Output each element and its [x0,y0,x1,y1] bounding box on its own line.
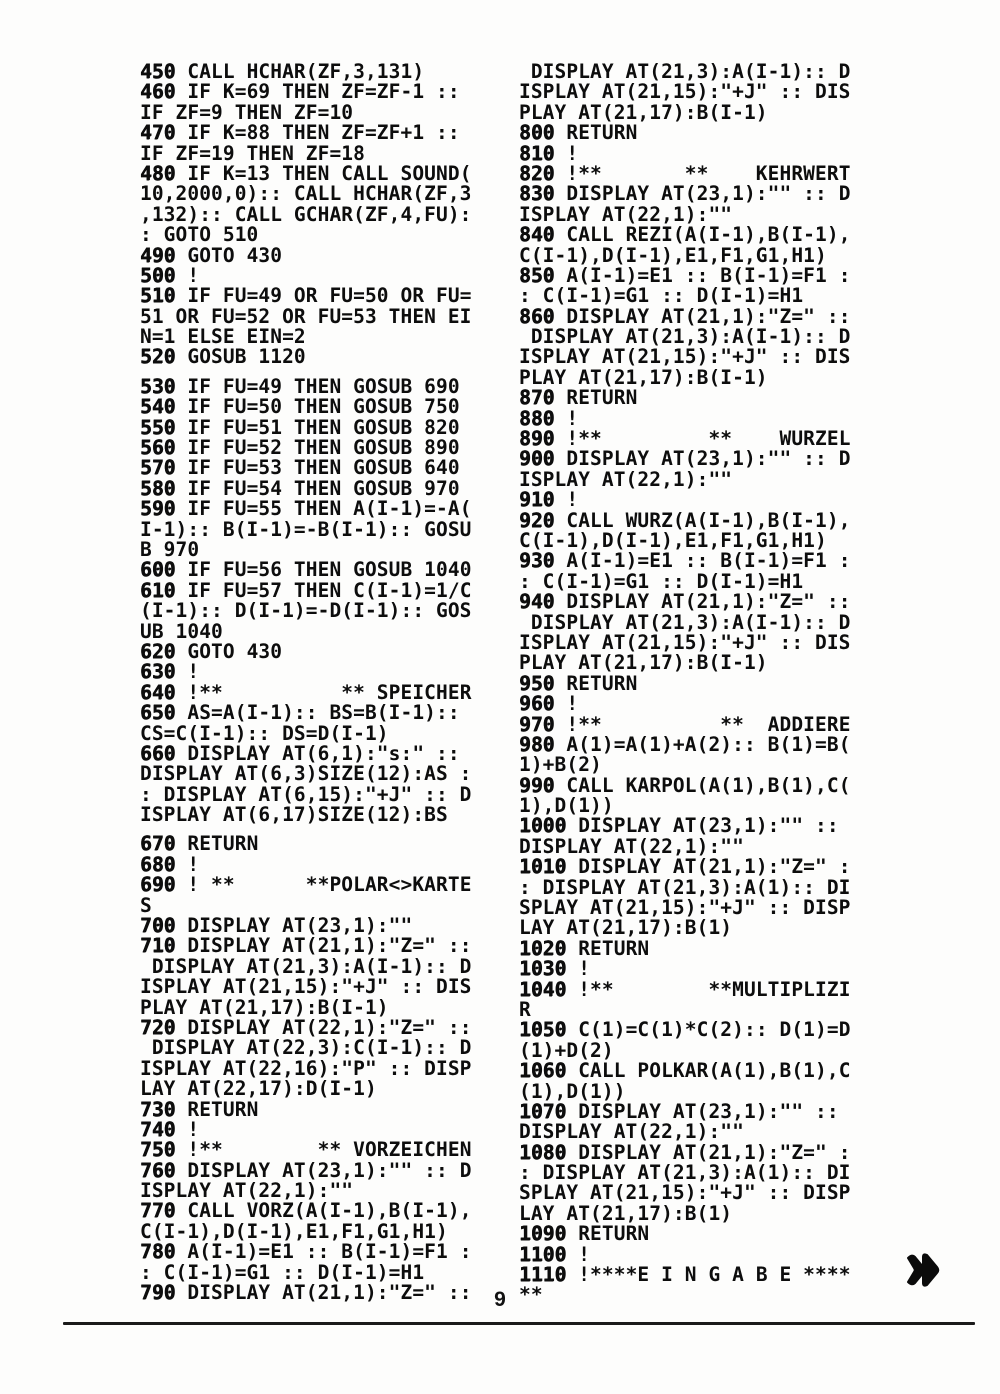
code-line: 1100 ! [519,1242,591,1266]
code-line: 1070 DISPLAY AT(23,1):"" :: [519,1099,839,1123]
line-number: 700 [140,914,176,938]
code-line: : GOTO 510 [140,223,259,247]
code-line: 600 IF FU=56 THEN GOSUB 1040 [140,558,472,582]
code-line: ISPLAY AT(21,15):"+J" :: DIS [519,345,851,369]
code-line: : DISPLAY AT(21,3):A(1):: DI [519,875,851,899]
code-line: N=1 ELSE EIN=2 [140,325,306,349]
code-line: 1090 RETURN [519,1222,650,1246]
line-number: 770 [140,1199,176,1223]
line-number: 590 [140,497,176,521]
line-number: 920 [519,508,555,532]
code-line: (I-1):: D(I-1)=-D(I-1):: GOS [140,599,472,623]
code-line: PLAY AT(21,17):B(I-1) [519,100,768,124]
line-number: 1040 [519,977,567,1001]
code-line: : DISPLAY AT(6,15):"+J" :: D [140,782,472,806]
line-number: 880 [519,406,555,430]
line-number: 760 [140,1158,176,1182]
line-number: 550 [140,415,176,439]
code-line: 930 A(I-1)=E1 :: B(I-1)=F1 : [519,549,851,573]
code-line: B 970 [140,537,200,561]
code-line: 550 IF FU=51 THEN GOSUB 820 [140,415,460,439]
line-number: 720 [140,1015,176,1039]
line-number: 540 [140,395,176,419]
code-line: (1),D(1)) [519,1079,626,1103]
code-line: DISPLAY AT(21,3):A(I-1):: D [519,325,851,349]
line-number: 1010 [519,855,567,879]
line-number: 610 [140,578,176,602]
code-line: LAY AT(21,17):B(1) [519,916,733,940]
line-number: 930 [519,549,555,573]
line-number: 840 [519,223,555,247]
line-number: 1000 [519,814,567,838]
code-line: PLAY AT(21,17):B(I-1) [519,651,768,675]
code-line: 500 ! [140,263,200,287]
code-line: DISPLAY AT(22,1):"" [519,1120,744,1144]
code-line: 1)+B(2) [519,753,602,777]
line-number: 1070 [519,1099,567,1123]
line-number: 1090 [519,1222,567,1246]
code-line: 830 DISPLAY AT(23,1):"" :: D [519,182,851,206]
line-number: 1100 [519,1242,567,1266]
code-line: 580 IF FU=54 THEN GOSUB 970 [140,476,460,500]
line-number: 870 [519,386,555,410]
line-number: 800 [519,121,555,145]
code-line: 1040 !** **MULTIPLIZI [519,977,851,1001]
code-line: 450 CALL HCHAR(ZF,3,131) [140,60,425,83]
code-line: 720 DISPLAY AT(22,1):"Z=" :: [140,1015,472,1039]
code-line: ISPLAY AT(22,1):"" [519,467,733,491]
line-number: 890 [519,427,555,451]
code-line: 1020 RETURN [519,936,650,960]
code-line: C(I-1),D(I-1),E1,F1,G1,H1) [519,528,827,552]
line-number: 520 [140,345,176,369]
code-line: R [519,997,531,1021]
code-line: 730 RETURN [140,1097,259,1121]
code-line: 570 IF FU=53 THEN GOSUB 640 [140,456,460,480]
code-line: 1000 DISPLAY AT(23,1):"" :: [519,814,839,838]
line-number: 570 [140,456,176,480]
code-line: 860 DISPLAY AT(21,1):"Z=" :: [519,304,851,328]
line-number: 500 [140,263,176,287]
code-line: 980 A(1)=A(1)+A(2):: B(1)=B( [519,732,851,756]
code-line: 780 A(I-1)=E1 :: B(I-1)=F1 : [140,1240,472,1264]
code-line: 710 DISPLAY AT(21,1):"Z=" :: [140,934,472,958]
footer-rule [63,1322,975,1325]
code-line: ISPLAY AT(22,1):"" [519,202,733,226]
code-line: ** [519,1283,543,1307]
line-number: 710 [140,934,176,958]
code-line: 750 !** ** VORZEICHEN [140,1138,472,1162]
line-number: 1020 [519,936,567,960]
line-number: 900 [519,447,555,471]
code-line: 1080 DISPLAY AT(21,1):"Z=" : [519,1140,851,1164]
line-number: 980 [519,732,555,756]
line-number: 780 [140,1240,176,1264]
line-number: 490 [140,243,176,267]
line-number: 750 [140,1138,176,1162]
code-line: 1110 !****E I N G A B E **** [519,1263,851,1287]
code-line: 51 OR FU=52 OR FU=53 THEN EI [140,304,472,328]
code-line: : C(I-1)=G1 :: D(I-1)=H1 [519,569,804,593]
code-line: 560 IF FU=52 THEN GOSUB 890 [140,436,460,460]
line-number: 580 [140,476,176,500]
line-number: 1080 [519,1140,567,1164]
code-line: PLAY AT(21,17):B(I-1) [519,365,768,389]
code-line: DISPLAY AT(21,3):A(I-1):: D [140,954,472,978]
code-line: 520 GOSUB 1120 [140,345,306,369]
code-line: 670 RETURN [140,832,259,856]
code-line: 700 DISPLAY AT(23,1):"" [140,914,413,938]
code-line: 810 ! [519,141,579,165]
code-line: 940 DISPLAY AT(21,1):"Z=" :: [519,590,851,614]
line-number: 960 [519,692,555,716]
code-line: I-1):: B(I-1)=-B(I-1):: GOSU [140,517,472,541]
code-line: : DISPLAY AT(21,3):A(1):: DI [519,1161,851,1185]
code-line: 890 !** ** WURZEL [519,427,851,451]
line-number: 620 [140,639,176,663]
code-line: 840 CALL REZI(A(I-1),B(I-1), [519,223,851,247]
code-line: 1030 ! [519,957,591,981]
code-line: LAY AT(21,17):B(1) [519,1201,733,1225]
code-line: : C(I-1)=G1 :: D(I-1)=H1 [519,284,804,308]
code-line: 540 IF FU=50 THEN GOSUB 750 [140,395,460,419]
line-number: 1110 [519,1263,567,1287]
code-line: ISPLAY AT(21,15):"+J" :: DIS [140,975,472,999]
code-line: 640 !** ** SPEICHER [140,680,472,704]
code-line: 480 IF K=13 THEN CALL SOUND( [140,161,472,185]
line-number: 850 [519,263,555,287]
code-line: 690 ! ** **POLAR<>KARTE [140,873,472,897]
line-number: 820 [519,161,555,185]
code-line: ISPLAY AT(22,1):"" [140,1179,354,1203]
code-line: 1050 C(1)=C(1)*C(2):: D(1)=D [519,1018,851,1042]
code-line: ISPLAY AT(21,15):"+J" :: DIS [519,80,851,104]
line-number: 910 [519,488,555,512]
line-number: 450 [140,60,176,83]
code-line: 610 IF FU=57 THEN C(I-1)=1/C [140,578,472,602]
code-line: 960 ! [519,692,579,716]
code-line: (1)+D(2) [519,1038,614,1062]
code-line: 740 ! [140,1117,200,1141]
line-number: 860 [519,304,555,328]
code-line: DISPLAY AT(21,3):A(I-1):: D [519,60,851,83]
code-line: 680 ! [140,852,200,876]
line-number: 950 [519,671,555,695]
line-number: 740 [140,1117,176,1141]
line-number: 560 [140,436,176,460]
code-line: 790 DISPLAY AT(21,1):"Z=" :: [140,1281,472,1305]
code-line: 510 IF FU=49 OR FU=50 OR FU= [140,284,472,308]
line-number: 530 [140,374,176,398]
code-line: 630 ! [140,660,200,684]
code-line: SPLAY AT(21,15):"+J" :: DISP [519,1181,851,1205]
code-line: 910 ! [519,488,579,512]
code-line: ISPLAY AT(6,17)SIZE(12):BS [140,803,448,827]
code-line: S [140,893,152,917]
code-line: 800 RETURN [519,121,638,145]
code-line: 460 IF K=69 THEN ZF=ZF-1 :: [140,80,460,104]
code-line: 820 !** ** KEHRWERT [519,161,851,185]
code-line: 470 IF K=88 THEN ZF=ZF+1 :: [140,121,460,145]
line-number: 630 [140,660,176,684]
code-line: DISPLAY AT(6,3)SIZE(12):AS : [140,762,472,786]
code-line: 660 DISPLAY AT(6,1):"s:" :: [140,741,460,765]
page-number: 9 [494,1288,506,1311]
line-number: 810 [519,141,555,165]
line-number: 830 [519,182,555,206]
line-number: 600 [140,558,176,582]
line-number: 970 [519,712,555,736]
code-line: C(I-1),D(I-1),E1,F1,G1,H1) [519,243,827,267]
code-line: LAY AT(22,17):D(I-1) [140,1077,377,1101]
code-line: 950 RETURN [519,671,638,695]
code-line: 1),D(1)) [519,794,614,818]
code-line: C(I-1),D(I-1),E1,F1,G1,H1) [140,1219,448,1243]
line-number: 690 [140,873,176,897]
line-number: 790 [140,1281,176,1305]
code-line: 770 CALL VORZ(A(I-1),B(I-1), [140,1199,472,1223]
code-column-left [140,62,472,1303]
code-line: 490 GOTO 430 [140,243,283,267]
code-line: 590 IF FU=55 THEN A(I-1)=-A( [140,497,472,521]
code-line: SPLAY AT(21,15):"+J" :: DISP [519,896,851,920]
double-right-arrowheads-icon [902,1249,942,1293]
code-line: 650 AS=A(I-1):: BS=B(I-1):: [140,701,460,725]
code-line: DISPLAY AT(22,3):C(I-1):: D [140,1036,472,1060]
line-number: 670 [140,832,176,856]
code-line: 920 CALL WURZ(A(I-1),B(I-1), [519,508,851,532]
line-number: 480 [140,161,176,185]
code-line: 1060 CALL POLKAR(A(1),B(1),C [519,1059,851,1083]
code-line: IF ZF=9 THEN ZF=10 [140,100,354,124]
line-number: 1060 [519,1059,567,1083]
line-number: 460 [140,80,176,104]
code-line: 10,2000,0):: CALL HCHAR(ZF,3 [140,182,472,206]
line-number: 730 [140,1097,176,1121]
code-line: 990 CALL KARPOL(A(1),B(1),C( [519,773,851,797]
code-line: 850 A(I-1)=E1 :: B(I-1)=F1 : [519,263,851,287]
code-line: 760 DISPLAY AT(23,1):"" :: D [140,1158,472,1182]
code-line: 530 IF FU=49 THEN GOSUB 690 [140,374,460,398]
code-line: 870 RETURN [519,386,638,410]
line-number: 510 [140,284,176,308]
code-line: 620 GOTO 430 [140,639,283,663]
line-number: 1050 [519,1018,567,1042]
line-number: 640 [140,680,176,704]
code-line: 900 DISPLAY AT(23,1):"" :: D [519,447,851,471]
code-column-right [519,62,851,1306]
code-line: UB 1040 [140,619,223,643]
line-number: 680 [140,852,176,876]
code-line: 970 !** ** ADDIERE [519,712,851,736]
code-line: PLAY AT(21,17):B(I-1) [140,995,389,1019]
code-line: DISPLAY AT(22,1):"" [519,834,744,858]
line-number: 990 [519,773,555,797]
line-number: 1030 [519,957,567,981]
code-line: DISPLAY AT(21,3):A(I-1):: D [519,610,851,634]
line-number: 650 [140,701,176,725]
code-line: 880 ! [519,406,579,430]
code-line: CS=C(I-1):: DS=D(I-1) [140,721,389,745]
code-line: 1010 DISPLAY AT(21,1):"Z=" : [519,855,851,879]
code-line: ISPLAY AT(22,16):"P" :: DISP [140,1056,472,1080]
code-line: : C(I-1)=G1 :: D(I-1)=H1 [140,1260,425,1284]
line-number: 470 [140,121,176,145]
line-number: 660 [140,741,176,765]
code-line: ISPLAY AT(21,15):"+J" :: DIS [519,630,851,654]
code-line: IF ZF=19 THEN ZF=18 [140,141,365,165]
code-line: ,132):: CALL GCHAR(ZF,4,FU): [140,202,472,226]
line-number: 940 [519,590,555,614]
